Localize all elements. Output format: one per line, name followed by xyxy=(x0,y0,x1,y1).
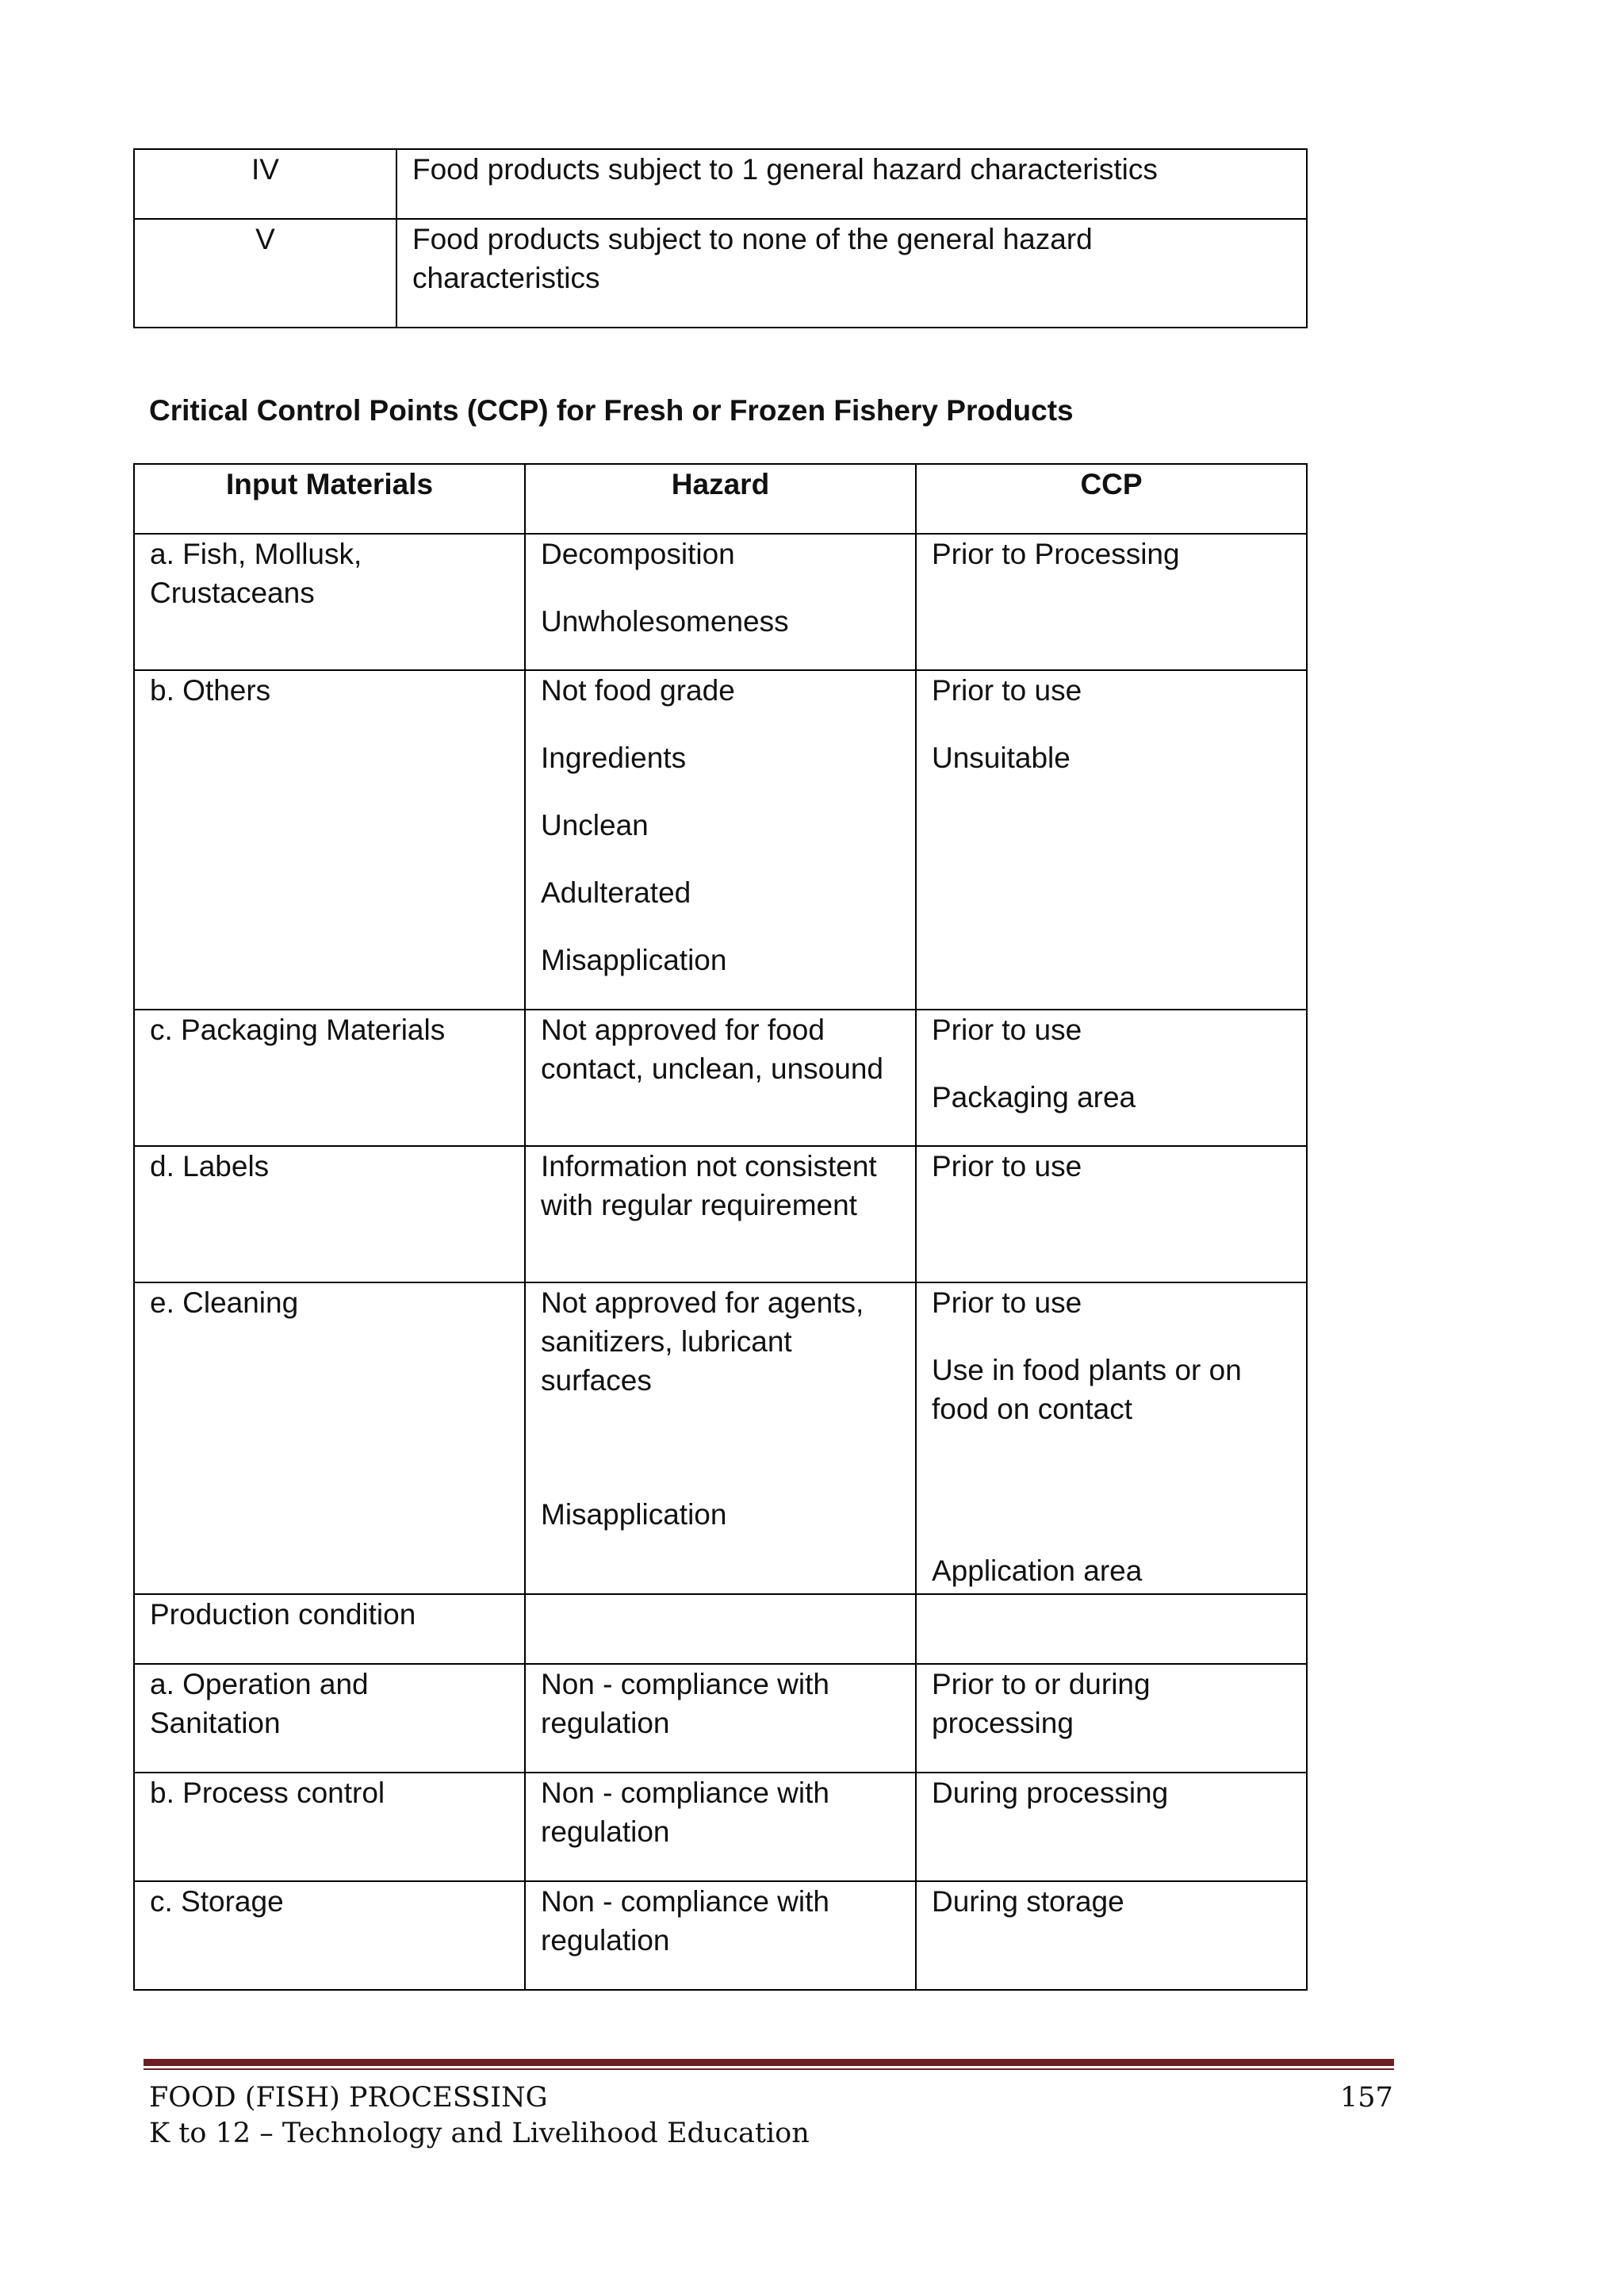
hazard-cell xyxy=(525,1664,916,1773)
cell-line: Production condition xyxy=(150,1598,416,1631)
table-row xyxy=(134,1146,1307,1282)
input-cell xyxy=(134,1010,525,1146)
cell-line: c. Packaging Materials xyxy=(150,1014,446,1046)
description-line: Food products subject to none of the general hazard xyxy=(412,223,1093,255)
cell-line: Adulterated xyxy=(541,876,691,909)
cell-line: Misapplication xyxy=(541,944,727,976)
table-row xyxy=(134,1773,1307,1881)
table-row xyxy=(134,1664,1307,1773)
cell-line: Unwholesomeness xyxy=(541,605,789,638)
footer-course-title: FOOD (FISH) PROCESSING xyxy=(149,2082,548,2114)
ccp-cell xyxy=(916,1664,1307,1773)
cell-line: a. Fish, Mollusk, xyxy=(150,538,362,570)
cell-line: contact, unclean, unsound xyxy=(541,1052,883,1085)
cell-line: Non - compliance with xyxy=(541,1777,829,1809)
hazard-cell xyxy=(525,1146,916,1282)
ccp-cell xyxy=(916,1010,1307,1146)
column-header-input-materials: Input Materials xyxy=(134,464,525,534)
hazard-cell xyxy=(525,1010,916,1146)
table-row xyxy=(134,219,1307,328)
cell-line: Sanitation xyxy=(150,1707,281,1739)
hazard-cell xyxy=(525,1282,916,1594)
input-cell xyxy=(134,1594,525,1664)
input-cell xyxy=(134,670,525,1010)
hazard-cell xyxy=(525,670,916,1010)
cell-line: Ingredients xyxy=(541,742,687,774)
cell-line: b. Process control xyxy=(150,1777,385,1809)
hazard-cell xyxy=(525,1881,916,1990)
input-cell xyxy=(134,1664,525,1773)
ccp-cell xyxy=(916,1594,1307,1664)
cell-line: processing xyxy=(932,1707,1074,1739)
cell-line: b. Others xyxy=(150,674,271,707)
cell-line: Not food grade xyxy=(541,674,735,707)
ccp-cell xyxy=(916,1146,1307,1282)
cell-line: Not approved for agents, xyxy=(541,1286,864,1319)
cell-line: Prior to or during xyxy=(932,1668,1151,1700)
footer-rule xyxy=(144,2059,1394,2070)
column-header-ccp: CCP xyxy=(916,464,1307,534)
table-row xyxy=(134,1881,1307,1990)
footer-rule-thin xyxy=(144,2068,1394,2070)
cell-line: Misapplication xyxy=(541,1498,727,1531)
footer-program-title: K to 12 – Technology and Livelihood Education xyxy=(149,2118,810,2149)
cell-line: regulation xyxy=(541,1707,670,1739)
cell-line: food on contact xyxy=(932,1393,1133,1425)
cell-line: During storage xyxy=(932,1885,1124,1918)
cell-line: Prior to use xyxy=(932,1150,1082,1182)
column-header-hazard: Hazard xyxy=(525,464,916,534)
cell-line: d. Labels xyxy=(150,1150,270,1182)
ccp-table xyxy=(133,463,1308,1991)
cell-line: Unsuitable xyxy=(932,742,1071,774)
ccp-cell xyxy=(916,1282,1307,1594)
cell-line: Not approved for food xyxy=(541,1014,825,1046)
cell-line: c. Storage xyxy=(150,1885,284,1918)
cell-line: Prior to use xyxy=(932,674,1082,707)
table-row xyxy=(134,1594,1307,1664)
hazard-cell xyxy=(525,1594,916,1664)
cell-line: Non - compliance with xyxy=(541,1668,829,1700)
cell-line: sanitizers, lubricant xyxy=(541,1325,792,1358)
input-cell xyxy=(134,1282,525,1594)
table-row xyxy=(134,1010,1307,1146)
header-row xyxy=(134,464,1307,534)
cell-line: a. Operation and xyxy=(150,1668,369,1700)
hazard-cell xyxy=(525,1773,916,1881)
input-cell xyxy=(134,534,525,670)
cell-line: Prior to use xyxy=(932,1014,1082,1046)
cell-line: Crustaceans xyxy=(150,577,315,609)
cell-line: regulation xyxy=(541,1924,670,1957)
ccp-cell xyxy=(916,1773,1307,1881)
table-row xyxy=(134,149,1307,219)
cell-line: Unclean xyxy=(541,809,649,841)
description-line: characteristics xyxy=(412,262,600,294)
cell-line: Prior to use xyxy=(932,1286,1082,1319)
hazard-cell xyxy=(525,534,916,670)
cell-line: Information not consistent xyxy=(541,1150,877,1182)
description-cell: Food products subject to 1 general hazard characteristics xyxy=(396,149,1307,219)
input-cell xyxy=(134,1146,525,1282)
ccp-cell xyxy=(916,1881,1307,1990)
footer-rule-thick xyxy=(144,2059,1394,2066)
cell-line: Non - compliance with xyxy=(541,1885,829,1918)
input-cell xyxy=(134,1773,525,1881)
input-cell xyxy=(134,1881,525,1990)
cell-line: Packaging area xyxy=(932,1081,1136,1114)
class-cell: IV xyxy=(134,149,396,219)
table-row xyxy=(134,670,1307,1010)
ccp-cell xyxy=(916,534,1307,670)
page-number: 157 xyxy=(1340,2082,1393,2114)
ccp-cell xyxy=(916,670,1307,1010)
section-heading: Critical Control Points (CCP) for Fresh or Frozen Fishery Products xyxy=(149,394,1074,427)
cell-line: Application area xyxy=(932,1554,1143,1587)
description-cell xyxy=(396,219,1307,328)
table-row xyxy=(134,534,1307,670)
class-cell: V xyxy=(134,219,396,328)
cell-line: e. Cleaning xyxy=(150,1286,299,1319)
table-row xyxy=(134,1282,1307,1594)
cell-line: surfaces xyxy=(541,1364,652,1397)
cell-line: Decomposition xyxy=(541,538,735,570)
cell-line: During processing xyxy=(932,1777,1169,1809)
cell-line: Prior to Processing xyxy=(932,538,1180,570)
cell-line: with regular requirement xyxy=(541,1189,857,1221)
hazard-class-table xyxy=(133,148,1308,328)
cell-line: regulation xyxy=(541,1815,670,1848)
cell-line: Use in food plants or on xyxy=(932,1354,1242,1386)
